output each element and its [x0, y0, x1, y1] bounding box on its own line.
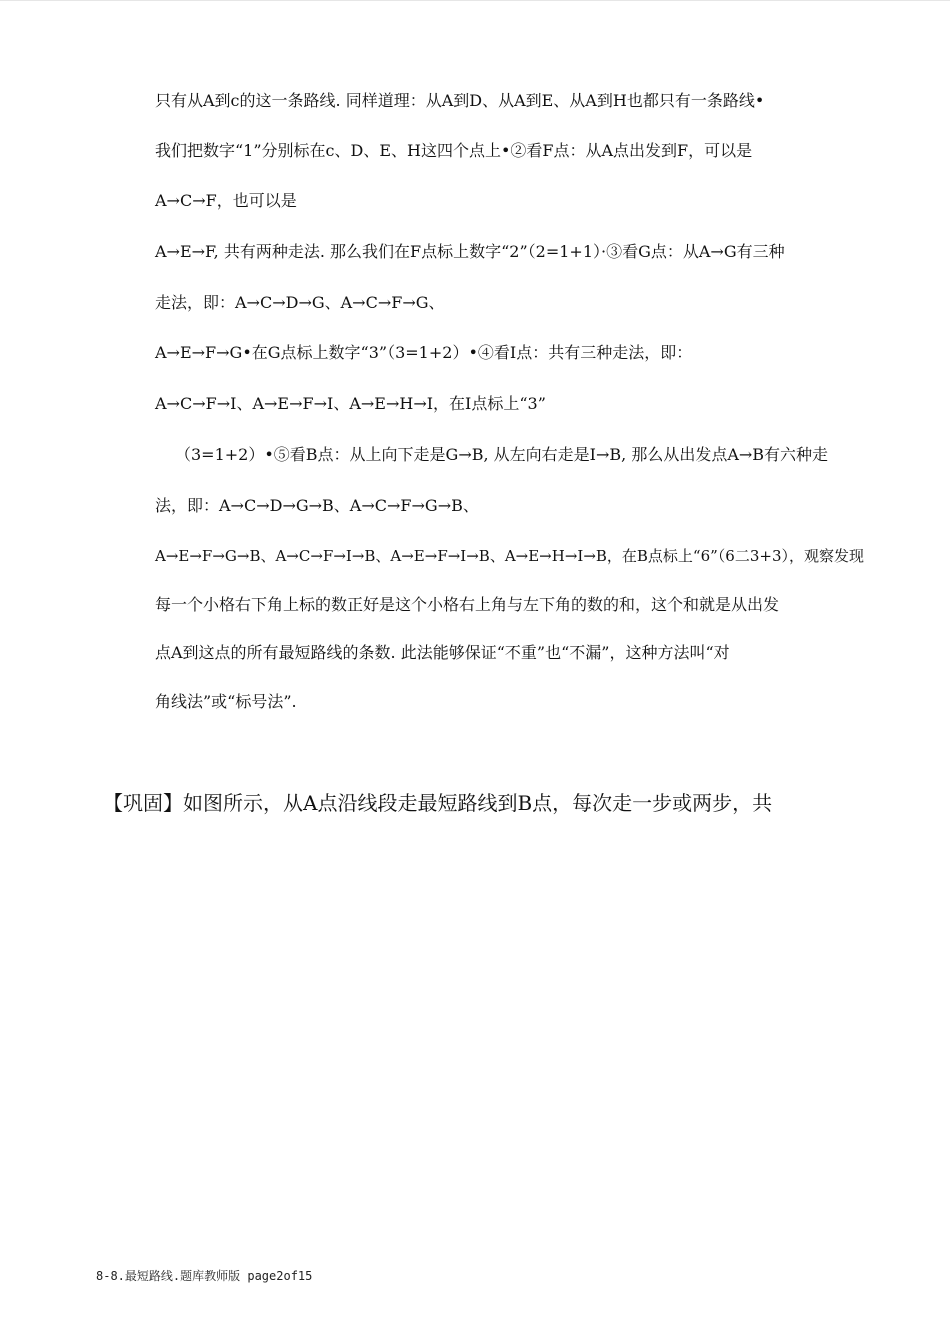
body-line-4: A→E→F, 共有两种走法. 那么我们在F点标上数字“2”（2=1+1）·③看G点：从A→G有三种 [155, 242, 785, 261]
body-line-6: A→E→F→G•在G点标上数字“3”（3=1+2）•④看I点：共有三种走法，即： [155, 343, 693, 362]
page-footer: 8-8.最短路线.题库教师版 page2of15 [96, 1269, 313, 1283]
body-line-9: 法，即：A→C→D→G→B、A→C→F→G→B、 [155, 496, 479, 515]
body-line-7: A→C→F→I、A→E→F→I、A→E→H→I，在I点标上“3” [155, 394, 546, 413]
body-line-5: 走法，即：A→C→D→G、A→C→F→G、 [155, 293, 445, 312]
body-line-10: A→E→F→G→B、A→C→F→I→B、A→E→F→I→B、A→E→H→I→B，在B点标上“6”（6二3+3），观察发现 [155, 547, 865, 565]
consolidate-problem-heading: 【巩固】如图所示，从A点沿线段走最短路线到B点，每次走一步或两步，共 [103, 791, 773, 815]
page-top-border [0, 0, 950, 1]
body-line-12: 点A到这点的所有最短路线的条数. 此法能够保证“不重”也“不漏”，这种方法叫“对 [155, 643, 730, 662]
body-line-8: （3=1+2）•⑤看B点：从上向下走是G→B, 从左向右走是I→B, 那么从出发点A→B有六种走 [175, 445, 829, 464]
body-line-2: 我们把数字“1”分别标在c、D、E、H这四个点上•②看F点：从A点出发到F，可以是 [155, 141, 753, 160]
body-line-13: 角线法”或“标号法”. [155, 692, 297, 711]
body-line-11: 每一个小格右下角上标的数正好是这个小格右上角与左下角的数的和，这个和就是从出发 [155, 595, 780, 614]
body-line-3: A→C→F，也可以是 [155, 191, 297, 210]
body-line-1: 只有从A到c的这一条路线. 同样道理：从A到D、从A到E、从A到H也都只有一条路线• [155, 91, 765, 110]
